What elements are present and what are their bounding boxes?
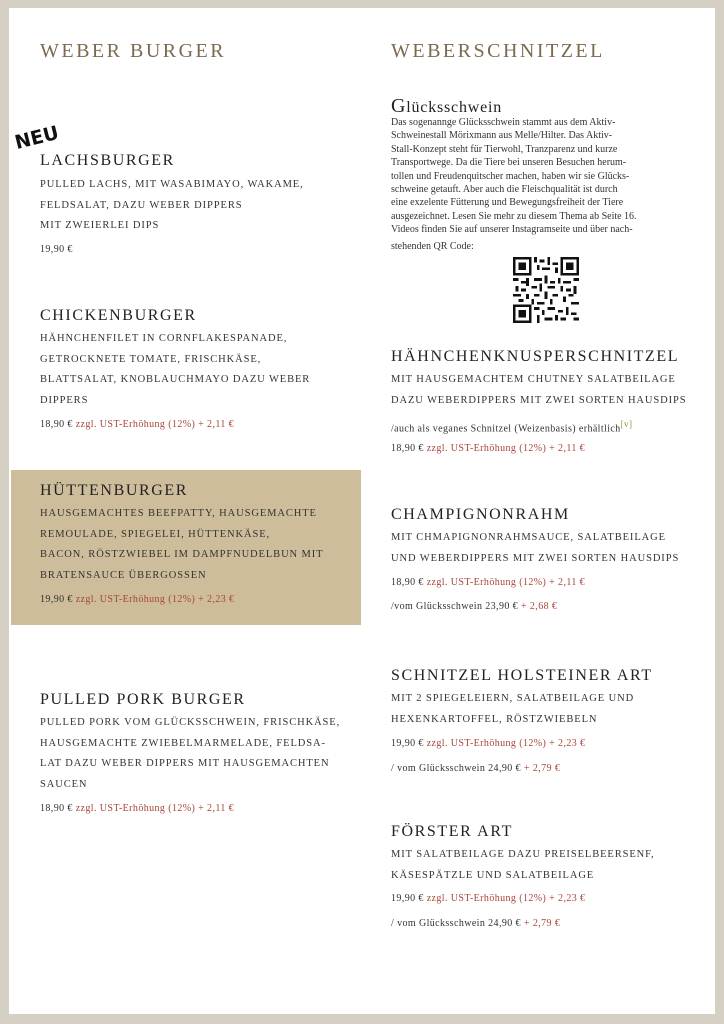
item-title-pulled-pork-burger: PULLED PORK BURGER [40,691,246,708]
item-alt-price-foerster-art: / vom Glücksschwein 24,90 € + 2,79 € [391,918,561,929]
item-price-pulled-pork-burger: 18,90 € zzgl. UST-Erhöhung (12%) + 2,11 € [40,803,235,814]
item-desc-foerster-art: MIT SALATBEILAGE DAZU PREISELBEERSENF, KÄSESPÄTZLE UND SALATBEILAGE [391,849,655,881]
vegan-mark: [v] [620,419,633,429]
section-title-weberschnitzel: WEBERSCHNITZEL [391,40,605,62]
item-title-lachsburger: LACHSBURGER [40,152,175,169]
vegan-note: /auch als veganes Schnitzel (Weizenbasis) erhältlich[v] [391,419,633,435]
qr-code-icon[interactable] [513,257,579,323]
item-alt-price-schnitzel-holsteiner-art: / vom Glücksschwein 24,90 € + 2,79 € [391,763,561,774]
menu-page [9,8,715,1014]
gluecksschwein-text: Das sogenannge Glücksschwein stammt aus dem Aktiv- Schweinestall Mörixmann aus Melle/Hilter. Das Aktiv- Stall-Konzept steht für Tierwohl, Tranzparenz und kurze Transportwege. Da die Tiere bei unseren Besuchen herum- tollen und Freudenquitscher machen, haben wir sie Glücks- schweine getauft. Aber auch die Fleischqualität ist durch eine exzelente Fütterung und Bewegungsfreiheit der Tiere ausgezeichnet. Lesen Sie mehr zu diesem Thema ab Seite 16. Videos finden Sie auf unserer Instagramseite und über nach- stehenden QR Code: [391,117,637,252]
item-title-schnitzel-holsteiner-art: SCHNITZEL HOLSTEINER ART [391,667,653,684]
item-price-lachsburger: 19,90 € [40,244,73,255]
item-desc-haehnchenknusperschnitzel: MIT HAUSGEMACHTEM CHUTNEY SALATBEILAGE DAZU WEBERDIPPERS MIT ZWEI SORTEN HAUSDIPS [391,374,687,406]
item-price-huettenburger: 19,90 € zzgl. UST-Erhöhung (12%) + 2,23 € [40,594,235,605]
item-desc-huettenburger: HAUSGEMACHTES BEEFPATTY, HAUSGEMACHTE REMOULADE, SPIEGELEI, HÜTTENKÄSE, BACON, RÖSTZWIEBEL IM DAMPFNUDELBUN MIT BRATENSAUCE ÜBERGOSSEN [40,508,324,581]
section-title-weber-burger: WEBER BURGER [40,40,227,62]
item-alt-price-champignonrahm: /vom Glücksschwein 23,90 € + 2,68 € [391,601,558,612]
item-price-haehnchenknusperschnitzel: 18,90 € zzgl. UST-Erhöhung (12%) + 2,11 € [391,443,586,454]
item-price-schnitzel-holsteiner-art: 19,90 € zzgl. UST-Erhöhung (12%) + 2,23 € [391,738,586,749]
item-desc-champignonrahm: MIT CHMAPIGNONRAHMSAUCE, SALATBEILAGE UND WEBERDIPPERS MIT ZWEI SORTEN HAUSDIPS [391,532,680,564]
new-badge: NEU [12,121,61,154]
item-title-chickenburger: CHICKENBURGER [40,307,197,324]
item-title-haehnchenknusperschnitzel: HÄHNCHENKNUSPERSCHNITZEL [391,348,680,365]
item-price-champignonrahm: 18,90 € zzgl. UST-Erhöhung (12%) + 2,11 € [391,577,586,588]
item-desc-chickenburger: HÄHNCHENFILET IN CORNFLAKESPANADE, GETROCKNETE TOMATE, FRISCHKÄSE, BLATTSALAT, KNOBLAUCHMAYO DAZU WEBER DIPPERS [40,333,311,406]
item-title-champignonrahm: CHAMPIGNONRAHM [391,506,570,523]
item-desc-pulled-pork-burger: PULLED PORK VOM GLÜCKSSCHWEIN, FRISCHKÄSE, HAUSGEMACHTE ZWIEBELMARMELADE, FELDSA- LAT DAZU WEBER DIPPERS MIT HAUSGEMACHTEN SAUCEN [40,717,341,790]
item-title-foerster-art: FÖRSTER ART [391,823,513,840]
item-price-foerster-art: 19,90 € zzgl. UST-Erhöhung (12%) + 2,23 € [391,893,586,904]
item-title-huettenburger: HÜTTENBURGER [40,482,189,499]
item-price-chickenburger: 18,90 € zzgl. UST-Erhöhung (12%) + 2,11 € [40,419,235,430]
gluecksschwein-heading: Glücksschwein [391,95,503,117]
item-desc-lachsburger: PULLED LACHS, MIT WASABIMAYO, WAKAME, FELDSALAT, DAZU WEBER DIPPERS MIT ZWEIERLEI DIPS [40,179,304,231]
item-desc-schnitzel-holsteiner-art: MIT 2 SPIEGELEIERN, SALATBEILAGE UND HEXENKARTOFFEL, RÖSTZWIEBELN [391,693,635,725]
